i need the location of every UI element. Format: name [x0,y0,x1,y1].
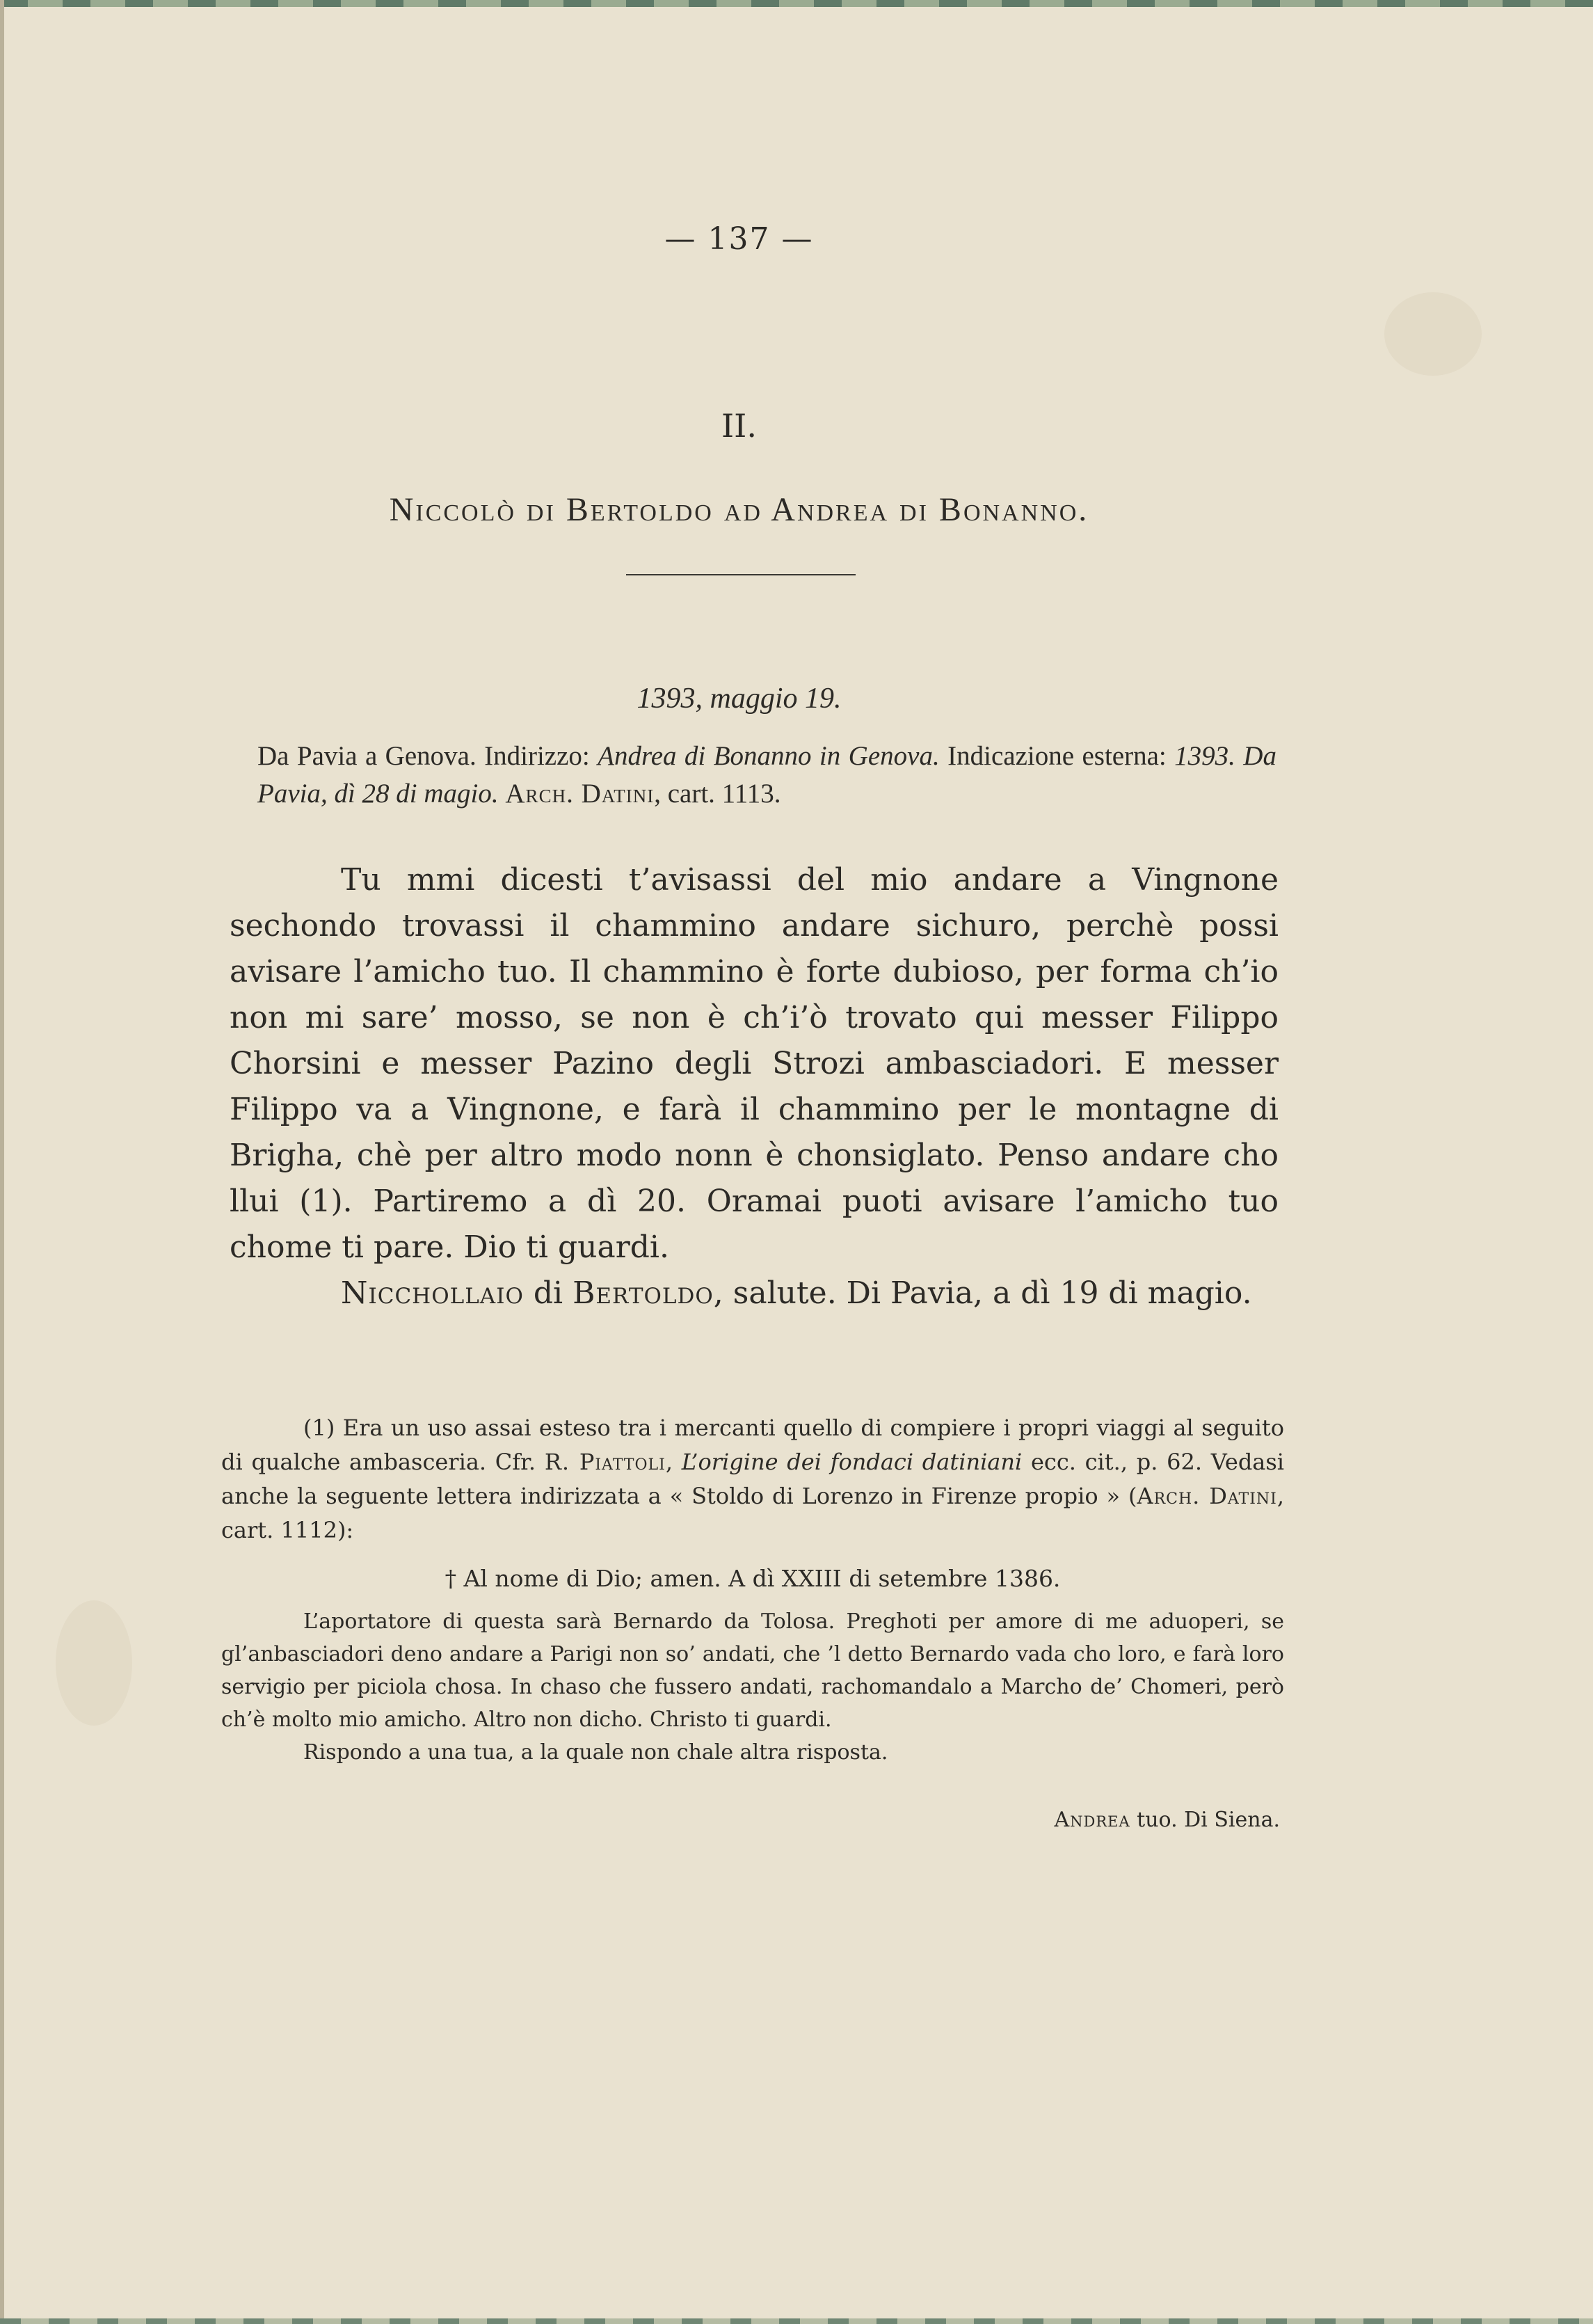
footnote-work: L’origine dei fondaci datiniani [681,1449,1023,1475]
letter-date: 1393, maggio 19. [637,683,842,715]
page-top-edge [0,0,1593,7]
header-note-archive: Arch. Datini [505,779,655,809]
section-number: II. [721,407,757,445]
signature-rest: , salute. Di Pavia, a dì 19 di magio. [713,1275,1252,1311]
paper-stain [1384,292,1482,376]
footnote-invocation: † Al nome di Dio; amen. A dì XXIII di setembre 1386. [445,1565,1061,1592]
footnote-part3: ecc. cit., p. 62. Vedasi anche la seguente lettera indirizzata a « Stoldo di Lorenzo in Firenze propio » ( [221,1449,1285,1509]
title-rule [626,574,856,575]
footnote [221,1411,1284,1836]
header-note-address: Andrea di Bonanno in Genova. [598,741,940,771]
footnote-archive: Arch. Datini [1137,1483,1277,1509]
footnote-author: R. Piattoli [544,1449,666,1475]
letter-paragraph: Tu mmi dicesti t’avisassi del mio andare a Vingnone sechondo trovassi il chammino andare sichuro, perchè possi avisare l’amicho tuo. Il chammino è forte dubioso, per forma ch’io non mi sare’ mosso, se non è ch’i’ò trovato qui messer Filippo Chorsini e messer Pazino degli Strozi ambasciadori. E messer Filippo va a Vingnone, e farà il chammino per le montagne di Brigha, chè per altro modo nonn è chonsiglato. Penso andare cho llui (1). Partiremo a dì 20. Oramai puoti avisare l’amicho tuo chome ti pare. Dio ti guardi. [230,862,1279,1265]
header-note-part2: Indicazione esterna: [939,741,1175,771]
page-bottom-edge [0,2318,1593,2324]
footnote-part4: , cart. 1112): [221,1483,1285,1543]
signature-mid: di [523,1275,573,1311]
footnote-part2: , [665,1449,682,1475]
letter-title: Niccolò di Bertoldo ad Andrea di Bonanno. [389,491,1089,528]
signature-name: Nicchollaio [341,1275,524,1311]
letter-body [230,857,1279,1316]
signature-surname: Bertoldo [573,1275,714,1311]
page-number: — 137 — [664,221,814,257]
page-left-edge [0,0,4,2324]
letter-signature [230,1271,1279,1316]
footnote-quoted-closing: Rispondo a una tua, a la quale non chale altra risposta. [303,1740,888,1765]
letter-header-note [257,738,1276,813]
footnote-signature-name: Andrea [1054,1808,1130,1832]
footnote-quoted-letter: L’aportatore di questa sarà Bernardo da Tolosa. Preghoti per amore di me aduoperi, se gl’anbasciadori deno andare a Parigi non so’ andati, che ’l detto Bernardo vada cho loro, e farà loro servigio per piciola chosa. In chaso che fussero andati, rachomandalo a Marcho de’ Chomeri, però ch’è molto mio amicho. Altro non dicho. Christo ti guardi. [221,1609,1284,1732]
header-note-part1: Da Pavia a Genova. Indirizzo: [257,741,598,771]
footnote-part1: (1) Era un uso assai esteso tra i mercanti quello di compiere i propri viaggi al seguito di qualche ambasceria. Cfr. [221,1415,1284,1475]
header-note-part3: , cart. 1113. [654,779,781,809]
footnote-text [221,1411,1284,1547]
paper-stain [56,1600,132,1726]
footnote-signature-rest: tuo. Di Siena. [1130,1808,1280,1832]
header-note-external: 1393. Da Pavia, dì 28 di magio. [257,741,1276,809]
footnote-signature [221,1804,1284,1836]
